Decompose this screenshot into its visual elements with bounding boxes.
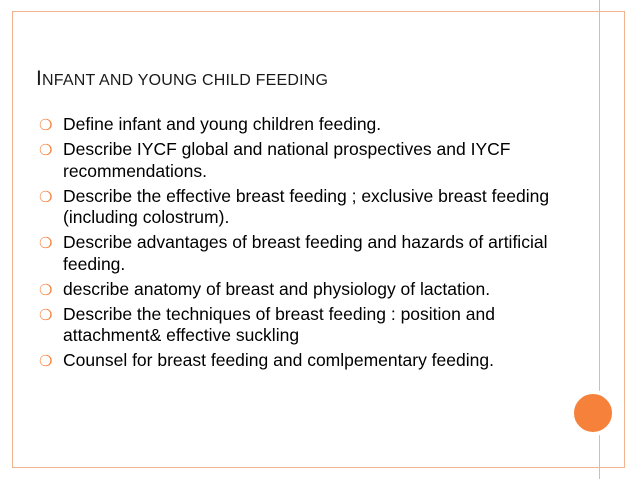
orange-circle-bullet-icon: ❍ [39, 141, 53, 159]
bullet-text: describe anatomy of breast and physiology of lactation. [63, 278, 491, 299]
orange-circle-decoration [570, 390, 616, 436]
orange-circle-bullet-icon: ❍ [39, 305, 53, 324]
bullet-text: Define infant and young children feeding. [63, 114, 382, 134]
orange-circle-bullet-icon: ❍ [39, 187, 53, 206]
bullet-text: Describe the effective breast feeding ; exclusive breast feeding (including colostrum). [63, 185, 550, 227]
bullet-item [39, 350, 569, 372]
bullet-item [39, 232, 569, 275]
bullet-text: Describe the techniques of breast feeding : position and attachment& effective suckling [63, 303, 495, 345]
orange-circle-bullet-icon: ❍ [39, 234, 53, 252]
bullet-text: Counsel for breast feeding and comlpementary feeding. [63, 350, 494, 370]
bullet-item [39, 304, 569, 347]
bullet-list [39, 114, 569, 375]
orange-circle-bullet-icon: ❍ [39, 116, 53, 134]
bullet-item [39, 139, 569, 182]
bullet-item [39, 279, 569, 301]
slide-title-initial: I [36, 67, 43, 90]
slide-title-rest: NFANT AND YOUNG CHILD FEEDING [42, 72, 329, 89]
bullet-item [39, 114, 569, 136]
bullet-text: Describe IYCF global and national prospectives and IYCF recommendations. [63, 139, 511, 181]
orange-circle-bullet-icon: ❍ [39, 352, 53, 370]
orange-circle-bullet-icon: ❍ [39, 280, 53, 299]
bullet-item [39, 186, 569, 229]
slide-title [36, 67, 328, 91]
bullet-text: Describe advantages of breast feeding and hazards of artificial feeding. [63, 232, 548, 274]
